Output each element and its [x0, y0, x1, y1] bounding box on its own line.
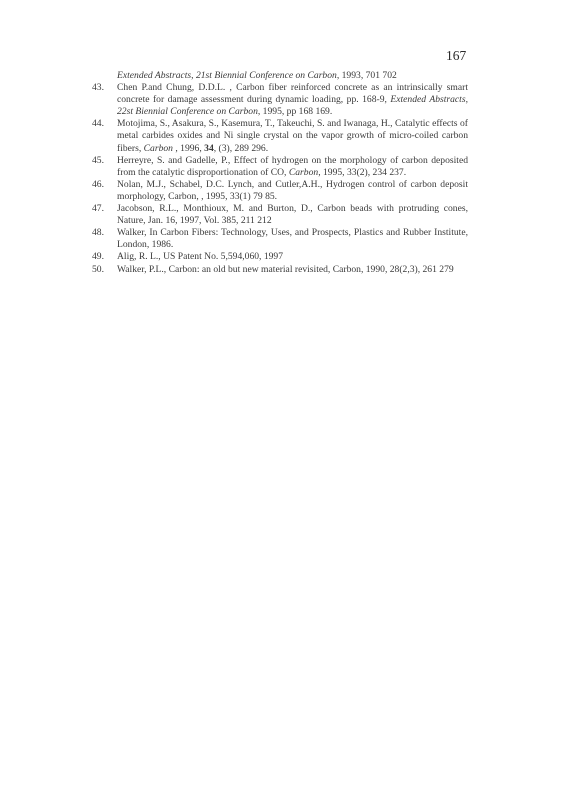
reference-segment: Motojima, S., Asakura, S., Kasemura, T., Takeuchi, S. and Iwanaga, H., Catalytic effects of metal carbides oxides and Ni single crystal on the vapor growth of micro-coiled carbon fibers,: [117, 118, 468, 154]
reference-list: [92, 70, 468, 276]
reference-number: 44.: [92, 118, 104, 130]
reference-text: [117, 179, 468, 202]
reference-item: [92, 118, 468, 154]
reference-segment: Alig, R. L., US Patent No. 5,594,060, 1997: [117, 251, 284, 263]
reference-segment: , 1995, 33(2), 234 237.: [318, 166, 407, 178]
reference-number: 48.: [92, 227, 104, 239]
reference-number: 50.: [92, 263, 104, 275]
reference-segment: Carbon: [288, 166, 319, 178]
reference-segment: , 1995, pp 168 169.: [257, 106, 333, 118]
reference-continuation-text: [117, 70, 397, 81]
reference-item: [92, 227, 468, 251]
reference-segment: Nolan, M.J., Schabel, D.C. Lynch, and Cutler,A.H., Hydrogen control of carbon deposit morphology, Carbon, , 1995, 33(1) 79 85.: [117, 178, 468, 202]
reference-continuation: [92, 70, 468, 82]
reference-segment: Extended Abstracts, 22st Biennial Conference on Carbon: [117, 94, 468, 118]
reference-segment: Chen P.and Chung, D.D.L. , Carbon fiber reinforced concrete as an intrinsically smart concrete for damage assessment during dynamic loading, pp. 168-9,: [117, 82, 468, 106]
reference-text: [117, 264, 454, 275]
reference-segment: Jacobson, R.L., Monthioux, M. and Burton, D., Carbon beads with protruding cones, Nature, Jan. 16, 1997, Vol. 385, 211 212: [117, 203, 468, 227]
reference-segment: Walker, In Carbon Fibers: Technology, Uses, and Prospects, Plastics and Rubber Institute, London, 1986.: [117, 227, 468, 251]
reference-text: [117, 203, 468, 226]
reference-text: [117, 155, 468, 178]
reference-number: 47.: [92, 203, 104, 215]
reference-item: [92, 82, 468, 118]
reference-segment: Extended Abstracts, 21st Biennial Conference on Carbon: [117, 70, 337, 81]
reference-text: [117, 251, 283, 262]
reference-number: 43.: [92, 82, 104, 94]
reference-segment: Walker, P.L., Carbon: an old but new material revisited, Carbon, 1990, 28(2,3), 261 279: [117, 263, 454, 275]
reference-number: 49.: [92, 251, 104, 263]
reference-text: [117, 82, 468, 117]
reference-segment: , 1996,: [172, 142, 205, 154]
reference-segment: , 1993, 701 702: [336, 70, 397, 81]
reference-number: 45.: [92, 154, 104, 166]
reference-segment: 34: [204, 142, 214, 154]
page-number: 167: [446, 48, 467, 63]
reference-text: [117, 227, 468, 250]
reference-item: [92, 203, 468, 227]
reference-item: [92, 179, 468, 203]
reference-segment: Herreyre, S. and Gadelle, P., Effect of hydrogen on the morphology of carbon deposited from the catalytic disproportionation of CO,: [117, 154, 468, 178]
reference-segment: , (3), 289 296.: [213, 142, 269, 154]
reference-number: 46.: [92, 178, 104, 190]
reference-segment: Carbon: [143, 142, 173, 154]
reference-item: [92, 251, 468, 263]
reference-item: [92, 264, 468, 276]
reference-item: [92, 155, 468, 179]
reference-text: [117, 118, 468, 153]
